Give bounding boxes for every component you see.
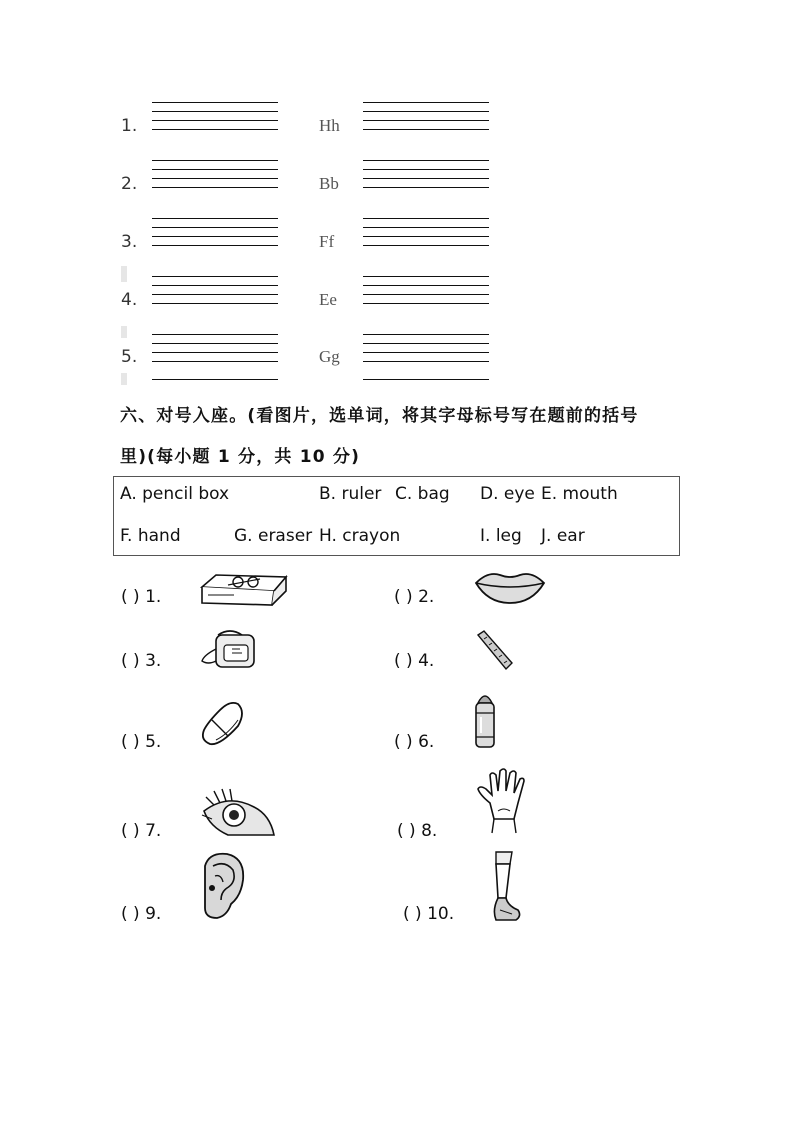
scan-mark (121, 326, 127, 338)
option-f: F. hand (120, 526, 181, 546)
row-number: 1. (121, 116, 138, 136)
writing-lines-5-right[interactable] (363, 334, 489, 362)
item-2-label[interactable]: ( ) 2. (394, 587, 435, 607)
writing-lines-4-left[interactable] (152, 276, 278, 304)
option-i: I. leg (480, 526, 522, 546)
item-1-label[interactable]: ( ) 1. (121, 587, 162, 607)
writing-lines-1-left[interactable] (152, 102, 278, 130)
item-3-label[interactable]: ( ) 3. (121, 651, 162, 671)
writing-lines-1-right[interactable] (363, 102, 489, 130)
ear-icon (199, 852, 247, 922)
item-8-label[interactable]: ( ) 8. (397, 821, 438, 841)
section-title-line1: 六、对号入座。(看图片，选单词，将其字母标号写在题前的括号 (120, 406, 639, 426)
writing-lines-2-right[interactable] (363, 160, 489, 188)
item-7-label[interactable]: ( ) 7. (121, 821, 162, 841)
row-number: 4. (121, 290, 138, 310)
scan-mark (121, 266, 127, 282)
option-j: J. ear (541, 526, 585, 546)
row-number: 5. (121, 347, 138, 367)
writing-lines-2-left[interactable] (152, 160, 278, 188)
writing-lines-3-right[interactable] (363, 218, 489, 246)
scan-mark (121, 373, 127, 385)
letter-pair: Hh (319, 116, 340, 135)
leg-icon (488, 850, 524, 922)
letter-pair: Gg (319, 347, 340, 366)
hand-icon (476, 767, 532, 835)
item-9-label[interactable]: ( ) 9. (121, 904, 162, 924)
option-d: D. eye (480, 484, 535, 504)
eraser-icon (198, 700, 248, 748)
writing-lines-4-right[interactable] (363, 276, 489, 304)
item-4-label[interactable]: ( ) 4. (394, 651, 435, 671)
writing-lines-6-right (363, 379, 489, 381)
row-number: 2. (121, 174, 138, 194)
item-6-label[interactable]: ( ) 6. (394, 732, 435, 752)
section-title-line2: 里)(每小题 1 分，共 10 分) (120, 447, 361, 467)
eye-icon (198, 789, 278, 839)
letter-pair: Ff (319, 232, 335, 251)
option-a: A. pencil box (120, 484, 230, 504)
option-h: H. crayon (319, 526, 401, 546)
writing-lines-6-left (152, 379, 278, 381)
mouth-icon (474, 569, 546, 605)
crayon-icon (472, 689, 498, 751)
option-c: C. bag (395, 484, 450, 504)
bag-icon (198, 627, 260, 669)
writing-lines-5-left[interactable] (152, 334, 278, 362)
item-5-label[interactable]: ( ) 5. (121, 732, 162, 752)
letter-pair: Ee (319, 290, 337, 309)
row-number: 3. (121, 232, 138, 252)
option-b: B. ruler (319, 484, 382, 504)
ruler-icon (474, 629, 514, 671)
letter-pair: Bb (319, 174, 339, 193)
option-e: E. mouth (541, 484, 618, 504)
writing-lines-3-left[interactable] (152, 218, 278, 246)
item-10-label[interactable]: ( ) 10. (403, 904, 455, 924)
option-g: G. eraser (234, 526, 313, 546)
pencil-box-icon (198, 573, 288, 607)
